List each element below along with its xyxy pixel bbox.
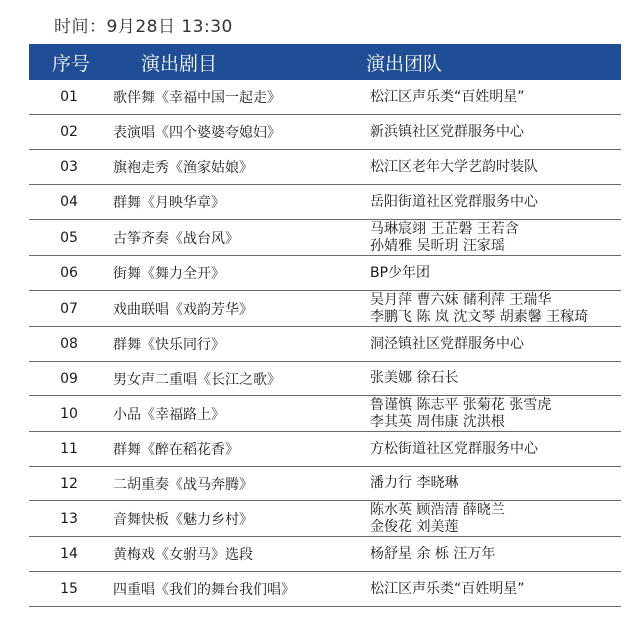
row-team-line: 李鹏飞 陈 岚 沈文琴 胡素馨 王稼琦	[370, 308, 589, 325]
row-team	[370, 221, 621, 255]
row-team-line: 张美娜 徐石长	[370, 370, 459, 386]
column-header-index: 序号	[51, 52, 90, 75]
table-row	[29, 220, 621, 256]
row-team-line: 吴月萍 曹六妹 储利萍 王瑞华	[370, 291, 552, 308]
row-team-line: BP少年团	[370, 264, 431, 281]
row-team	[370, 159, 621, 176]
row-index: 03	[60, 159, 78, 175]
table-header	[29, 44, 621, 80]
row-index: 08	[60, 336, 78, 352]
row-team	[370, 370, 621, 387]
row-program: 旗袍走秀《渔家姑娘》	[113, 160, 253, 176]
row-team-line: 杨舒星 余 栎 汪万年	[370, 545, 496, 562]
row-index: 10	[60, 405, 78, 422]
table-row	[29, 185, 621, 220]
row-team	[370, 475, 621, 492]
row-team	[370, 124, 621, 141]
row-team	[370, 194, 621, 211]
row-team-line: 洞泾镇社区党群服务中心	[370, 335, 524, 352]
row-program: 黄梅戏《女驸马》选段	[113, 547, 253, 563]
row-team-line: 潘力行 李晓琳	[370, 475, 459, 491]
row-team	[370, 89, 621, 106]
row-program: 群舞《月映华章》	[113, 195, 225, 211]
row-index: 02	[60, 124, 78, 140]
row-team-line: 松江区声乐类“百姓明星”	[370, 580, 525, 597]
row-index: 07	[60, 300, 78, 317]
row-program: 群舞《快乐同行》	[113, 337, 225, 353]
row-program: 男女声二重唱《长江之歌》	[113, 371, 281, 388]
table-row	[29, 115, 621, 150]
row-program: 古筝齐奏《战台风》	[113, 230, 239, 247]
program-table	[29, 44, 621, 607]
row-team-line: 李其英 周伟康 沈洪根	[370, 413, 505, 430]
row-program: 歌伴舞《幸福中国一起走》	[113, 90, 281, 106]
row-index: 14	[60, 546, 78, 562]
table-row	[29, 396, 621, 432]
row-team	[370, 336, 621, 353]
row-program: 群舞《醉在稻花香》	[113, 442, 239, 458]
row-program: 小品《幸福路上》	[113, 406, 225, 423]
table-row	[29, 467, 621, 501]
column-header-program: 演出剧目	[141, 52, 218, 75]
row-team	[370, 546, 621, 563]
row-team	[370, 581, 621, 598]
row-team	[370, 502, 621, 536]
table-row	[29, 362, 621, 396]
row-team	[370, 265, 621, 282]
row-team	[370, 397, 621, 431]
row-index: 15	[60, 581, 78, 597]
row-team-line: 鲁谨慎 陈志平 张菊花 张雪虎	[370, 396, 552, 413]
row-team-line: 岳阳街道社区党群服务中心	[370, 193, 538, 210]
table-row	[29, 80, 621, 115]
row-program: 四重唱《我们的舞台我们唱》	[113, 582, 295, 598]
row-team-line: 松江区声乐类“百姓明星”	[370, 88, 525, 105]
row-index: 05	[60, 229, 78, 246]
row-program: 戏曲联唱《戏韵芳华》	[113, 301, 253, 318]
table-row	[29, 537, 621, 572]
row-index: 09	[60, 370, 78, 387]
row-team-line: 方松街道社区党群服务中心	[370, 440, 538, 457]
row-team-line: 金俊花 刘美莲	[370, 518, 459, 535]
table-body	[29, 80, 621, 607]
row-index: 04	[60, 194, 78, 210]
row-index: 11	[60, 441, 78, 457]
table-row	[29, 291, 621, 327]
row-program: 表演唱《四个婆婆夸媳妇》	[113, 125, 281, 141]
row-team-line: 松江区老年大学艺韵时装队	[370, 158, 538, 175]
row-index: 06	[60, 265, 78, 281]
row-team	[370, 441, 621, 458]
table-row	[29, 150, 621, 185]
row-team	[370, 292, 621, 326]
row-index: 12	[60, 475, 78, 492]
row-team-line: 孙婧雅 吴昕玥 汪家瑶	[370, 237, 505, 254]
row-program: 音舞快板《魅力乡村》	[113, 511, 253, 528]
table-row	[29, 572, 621, 607]
table-row	[29, 256, 621, 291]
row-program: 二胡重奏《战马奔腾》	[113, 476, 253, 493]
row-team-line: 马琳宸翊 王芷磐 王若含	[370, 220, 519, 237]
row-index: 13	[60, 510, 78, 527]
table-row	[29, 432, 621, 467]
row-index: 01	[60, 89, 78, 105]
row-team-line: 陈水英 顾浩清 薛晓兰	[370, 501, 505, 518]
row-program: 街舞《舞力全开》	[113, 266, 225, 282]
performance-time: 时间：9月28日 13:30	[54, 17, 233, 37]
row-team-line: 新浜镇社区党群服务中心	[370, 123, 524, 140]
table-row	[29, 501, 621, 537]
table-row	[29, 327, 621, 362]
column-header-team: 演出团队	[366, 52, 443, 75]
